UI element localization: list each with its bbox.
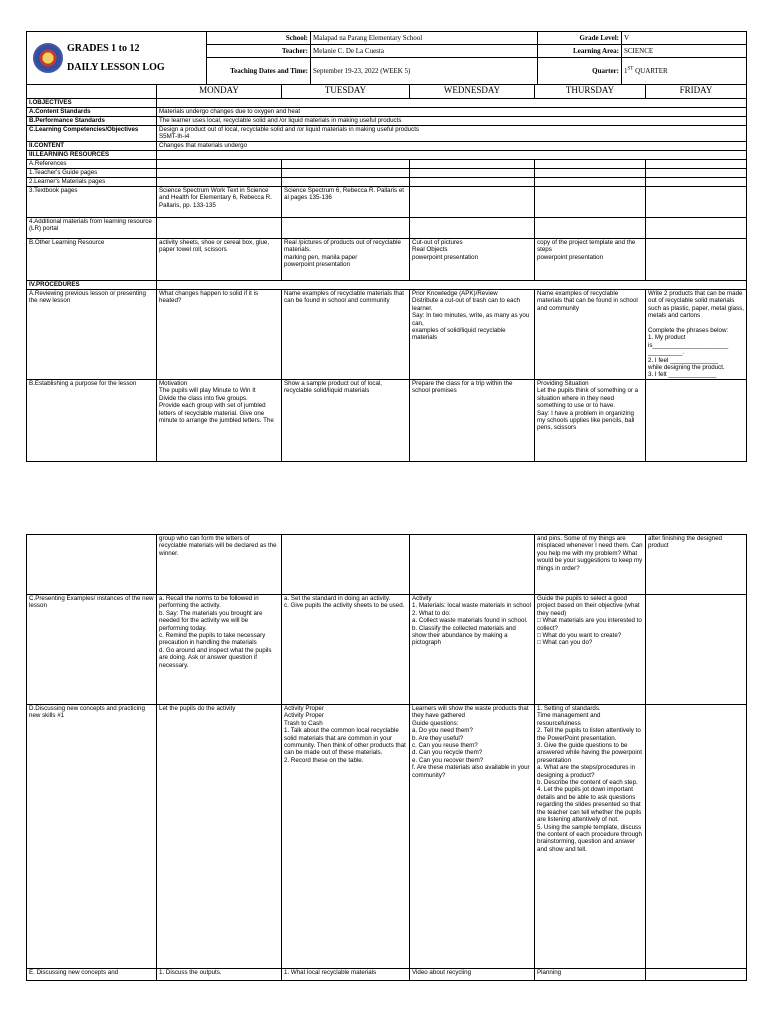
- day-cell: 1. Setting of standards. Time management and resourcefulness 2. Tell the pupils to listen attentively to the PowerPoint presentation. 3. Give the guide questions to be answered while having the powerpoint presentation a. What are the steps/procedures in designing a product? b. Describe the content of each step. 4. Let the pupils jot down important details and be able to ask questions regarding the slides presented so that the teacher can tell whether the pupils are listening attentively of not. 5. Using the sample template, discuss the content of each procedure through brainstorming, question and answer and show and tell.: [535, 705, 646, 969]
- lesson-row: [27, 160, 747, 169]
- learning-area-value: SCIENCE: [622, 45, 747, 58]
- lesson-row: [27, 142, 747, 151]
- row-label: B.Performance Standards: [27, 117, 157, 126]
- logo-block: [27, 32, 207, 85]
- day-cell: [646, 379, 747, 461]
- row-label: IV.PROCEDURES: [27, 281, 157, 290]
- day-cell: Real /pictures of products out of recyclable materials. marking pen, manila paper powerpoint presentation: [282, 239, 410, 281]
- day-cell: [282, 178, 410, 187]
- day-cell: 1. Discuss the outputs.: [157, 969, 282, 981]
- day-cell: Learners will show the waste products that they have gathered Guide questions: a. Do you need them? b. Are they useful? c. Can you reuse them? d. Can you recycle them? e. Can you recover them? f. Are these materials also available in your community?: [410, 705, 535, 969]
- day-cell: [157, 160, 282, 169]
- day-cell: Video about recycling: [410, 969, 535, 981]
- day-header-thursday: THURSDAY: [535, 85, 646, 99]
- day-cell: after finishing the designed product: [646, 535, 747, 595]
- lesson-row: [27, 108, 747, 117]
- row-label: A.Content Standards: [27, 108, 157, 117]
- deped-seal-icon: [33, 43, 63, 73]
- lesson-row: [27, 969, 747, 981]
- row-label: B.Establishing a purpose for the lesson: [27, 379, 157, 461]
- day-cell: Activity Proper Activity Proper Trash to Cash 1. Talk about the common local recyclable solid materials that are common in your community. Then think of other products that can be made out of these materials. 2. Record these on the table.: [282, 705, 410, 969]
- day-cell: [410, 218, 535, 239]
- teaching-dates-label: Teaching Dates and Time:: [207, 58, 311, 85]
- day-cell: [646, 705, 747, 969]
- day-cell: [535, 169, 646, 178]
- day-cell: Show a sample product out of local, recyclable solid/liquid materials: [282, 379, 410, 461]
- lesson-row: [27, 169, 747, 178]
- day-cell: [282, 169, 410, 178]
- lesson-table-part2: [26, 534, 747, 981]
- all-days-cell: Materials undergo changes due to oxygen and heat: [157, 108, 747, 117]
- day-cell: Science Spectrum 6, Rebecca R. Pallaris et al pages 135-136: [282, 187, 410, 218]
- day-cell: [535, 178, 646, 187]
- day-cell: [410, 160, 535, 169]
- day-cell: [410, 178, 535, 187]
- day-cell: [646, 169, 747, 178]
- row-label: 2.Learner's Materials pages: [27, 178, 157, 187]
- day-cell: [410, 535, 535, 595]
- day-header-wednesday: WEDNESDAY: [410, 85, 535, 99]
- day-cell: Let the pupils do the activity: [157, 705, 282, 969]
- school-value: Malapad na Parang Elementary School: [311, 32, 538, 45]
- lesson-table-part1: [26, 84, 747, 462]
- lesson-row: [27, 126, 747, 142]
- row-label: C.Learning Competencies/Objectives: [27, 126, 157, 142]
- teacher-label: Teacher:: [207, 45, 311, 58]
- day-cell: Providing Situation Let the pupils think of something or a situation where in they need something to use or to have. Say: I have a problem in organizing my schools upplies like pencils, ball pens, scissors: [535, 379, 646, 461]
- day-cell: a. Set the standard in doing an activity. c. Give pupils the activity sheets to be used.: [282, 595, 410, 705]
- lesson-row: [27, 117, 747, 126]
- day-cell: [535, 187, 646, 218]
- lesson-row: [27, 705, 747, 969]
- lesson-row: [27, 187, 747, 218]
- row-label: [27, 535, 157, 595]
- row-label: E. Discussing new concepts and: [27, 969, 157, 981]
- row-label: I.OBJECTIVES: [27, 99, 157, 108]
- day-cell: [646, 595, 747, 705]
- day-cell: [646, 187, 747, 218]
- day-cell: [282, 535, 410, 595]
- quarter-label: Quarter:: [538, 58, 622, 85]
- row-label: 4.Additional materials from learning resource (LR) portal: [27, 218, 157, 239]
- day-cell: Prior Knowledge (APK)/Review Distribute a cut-out of trash can to each learner. Say: In two minutes, write, as many as you can, examples of solid/liquid recyclable materials: [410, 290, 535, 380]
- day-cell: [646, 178, 747, 187]
- all-days-cell: The learner uses local, recyclable solid and /or liquid materials in making useful products: [157, 117, 747, 126]
- day-cell: [410, 187, 535, 218]
- lesson-row: [27, 290, 747, 380]
- grade-level-value: V: [622, 32, 747, 45]
- lesson-row: [27, 99, 747, 108]
- section-cell: [157, 151, 747, 160]
- header-table: [26, 31, 747, 85]
- day-cell: Cut-out of pictures Real Objects powerpoint presentation: [410, 239, 535, 281]
- day-cell: [157, 169, 282, 178]
- row-label: III.LEARNING RESOURCES: [27, 151, 157, 160]
- teacher-value: Melanie C. De La Cuesta: [311, 45, 538, 58]
- corner-cell: [27, 85, 157, 99]
- day-cell: Activity 1. Materials: local waste materials in school 2. What to do: a. Collect waste materials found in school. b. Classify the collected materials and show their abundance by making a pictograph: [410, 595, 535, 705]
- row-label: 1.Teacher's Guide pages: [27, 169, 157, 178]
- day-cell: Prepare the class for a trip within the school premises: [410, 379, 535, 461]
- row-label: C.Presenting Examples/ instances of the new lesson: [27, 595, 157, 705]
- lesson-row: [27, 535, 747, 595]
- lesson-row: [27, 239, 747, 281]
- grade-level-label: Grade Level:: [538, 32, 622, 45]
- day-cell: Write 2 products that can be made out of recyclable solid materials such as plastic, paper, metal glass, metals and cartons Complete the phrases below: 1. My product is______________________ __________. 2. I feel ______________ while designing the product. 3. I felt ______________: [646, 290, 747, 380]
- row-label: 3.Textbook pages: [27, 187, 157, 218]
- lesson-row: [27, 218, 747, 239]
- day-cell: Name examples of recyclable materials that can be found in school and community: [535, 290, 646, 380]
- day-header-monday: MONDAY: [157, 85, 282, 99]
- day-cell: group who can form the letters of recyclable materials will be declared as the winner.: [157, 535, 282, 595]
- day-header-friday: FRIDAY: [646, 85, 747, 99]
- all-days-cell: Design a product out of local, recyclable solid and /or liquid materials in making useful products S5MT-Ih-i4: [157, 126, 747, 142]
- day-cell: [646, 969, 747, 981]
- day-cell: [282, 160, 410, 169]
- day-cell: Name examples of recyclable materials that can be found in school and community: [282, 290, 410, 380]
- row-label: A.References: [27, 160, 157, 169]
- quarter-value: 1ST QUARTER: [622, 58, 747, 85]
- day-header-tuesday: TUESDAY: [282, 85, 410, 99]
- learning-area-label: Learning Area:: [538, 45, 622, 58]
- row-label: A.Reviewing previous lesson or presenting the new lesson: [27, 290, 157, 380]
- row-label: D.Discussing new concepts and practicing new skills #1: [27, 705, 157, 969]
- day-cell: [646, 218, 747, 239]
- day-cell: [535, 218, 646, 239]
- day-cell: [410, 169, 535, 178]
- day-cell: [157, 218, 282, 239]
- logo-title-line2: DAILY LESSON LOG: [67, 62, 165, 73]
- day-cell: [157, 178, 282, 187]
- row-label: B.Other Learning Resource: [27, 239, 157, 281]
- lesson-row: [27, 178, 747, 187]
- day-cell: and pins. Some of my things are misplaced whenever I need them. Can you help me with my problem? What would be your suggestions to keep my things in order?: [535, 535, 646, 595]
- section-cell: [157, 281, 747, 290]
- day-cell: [646, 160, 747, 169]
- day-cell: Science Spectrum Work Text in Science and Health for Elementary 6, Rebecca R. Pallaris, pp. 133-135: [157, 187, 282, 218]
- all-days-cell: Changes that materials undergo: [157, 142, 747, 151]
- lesson-row: [27, 379, 747, 461]
- teaching-dates-value: September 19-23, 2022 (WEEK 5): [311, 58, 538, 85]
- school-label: School:: [207, 32, 311, 45]
- lesson-row: [27, 595, 747, 705]
- day-cell: Planning: [535, 969, 646, 981]
- day-cell: Motivation The pupils will play Minute to Win It Divide the class into five groups. Provide each group with set of jumbled letters of recyclable material. Give one minute to arrange the jumbled letters. The: [157, 379, 282, 461]
- lesson-row: [27, 151, 747, 160]
- day-cell: [535, 160, 646, 169]
- logo-title-line1: GRADES 1 to 12: [67, 43, 140, 54]
- section-cell: [157, 99, 747, 108]
- day-cell: 1. What local recyclable materials: [282, 969, 410, 981]
- day-cell: Guide the pupils to select a good project based on their objective (what they need) □ What materials are you interested to collect? □ What do you want to create? □ What can you do?: [535, 595, 646, 705]
- day-cell: What changes happen to solid if it is heated?: [157, 290, 282, 380]
- day-cell: [282, 218, 410, 239]
- day-cell: a. Recall the norms to be followed in performing the activity. b. Say: The materials you brought are needed for the activity we will be performing today. c. Remind the pupils to take necessary precaution in handling the materials d. Go around and inspect what the pupils are doing. Ask or answer question if necessary.: [157, 595, 282, 705]
- day-cell: copy of the project template and the steps powerpoint presentation: [535, 239, 646, 281]
- day-cell: [646, 239, 747, 281]
- day-cell: activity sheets, shoe or cereal box, glue, paper towel roll, scissors: [157, 239, 282, 281]
- lesson-row: [27, 281, 747, 290]
- row-label: II.CONTENT: [27, 142, 157, 151]
